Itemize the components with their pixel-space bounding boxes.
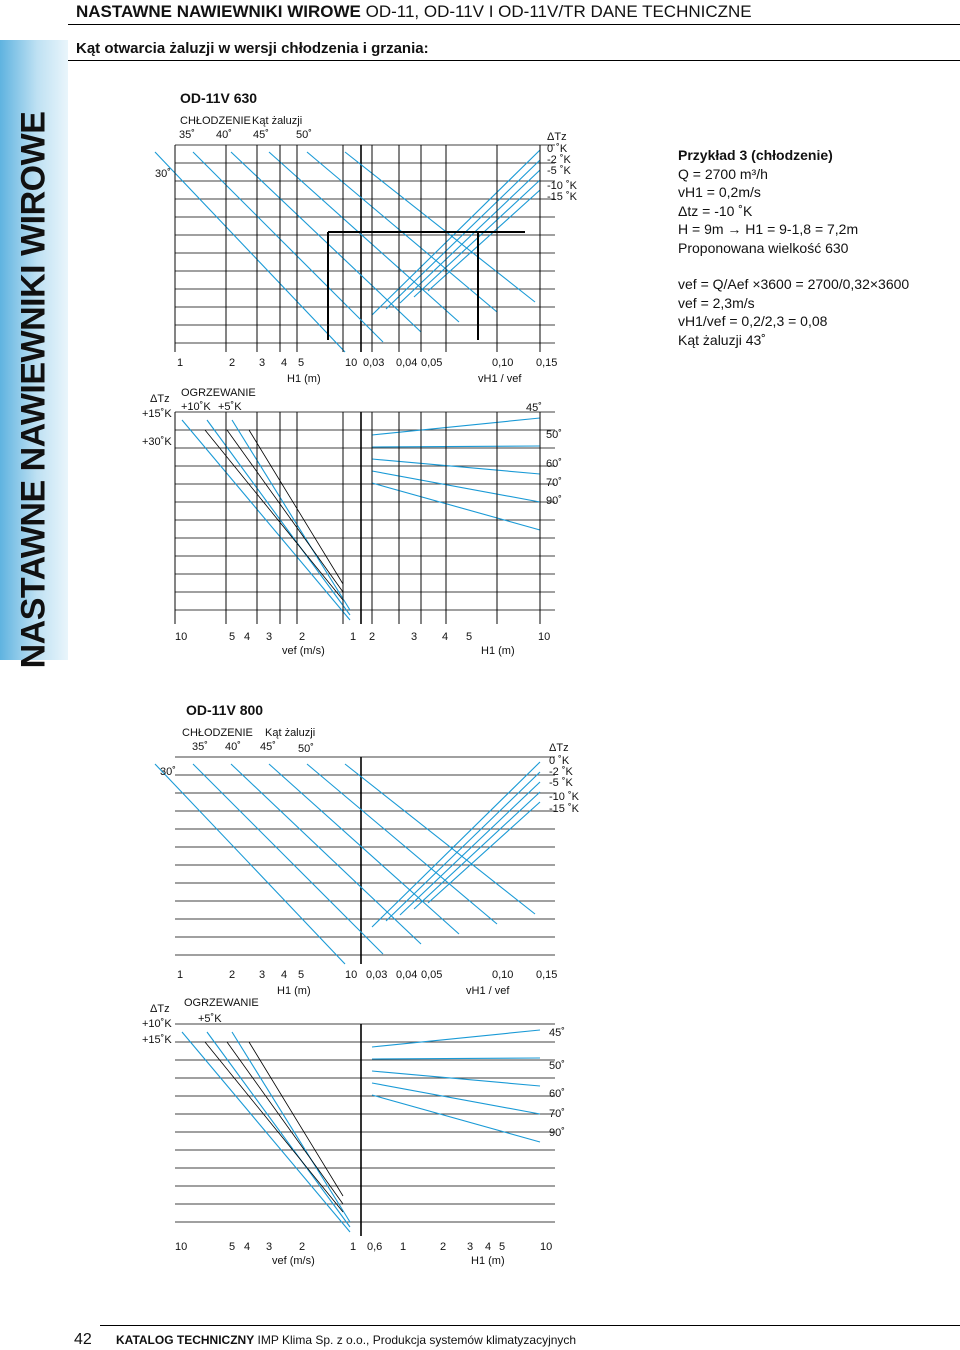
chart1-angle-50: 50˚ bbox=[296, 129, 312, 141]
chart2-angle-r70: 70˚ bbox=[549, 1108, 565, 1120]
example-line: vef = 2,3m/s bbox=[678, 294, 755, 311]
chart2-cooling-label: CHŁODZENIE bbox=[182, 727, 253, 739]
example-line: Q = 2700 m³/h bbox=[678, 165, 768, 182]
chart1-dt-heat-30: +30˚K bbox=[142, 436, 172, 448]
chart2-h1b-4: 4 bbox=[485, 1241, 492, 1253]
chart2-heat-support bbox=[205, 1042, 343, 1212]
chart1-angle-right-curve bbox=[372, 446, 540, 447]
chart1-ratio-010: 0,10 bbox=[492, 357, 514, 369]
header-bold: NASTAWNE NAWIEWNIKI WIROWE bbox=[76, 2, 361, 21]
chart1-angle-r45: 45˚ bbox=[526, 402, 542, 414]
chart2-vef-5: 5 bbox=[229, 1241, 236, 1253]
chart2-heat-5: +5˚K bbox=[198, 1013, 222, 1025]
chart1-angle-r90: 90˚ bbox=[546, 495, 562, 507]
chart2-ratio-axis: vH1 / vef bbox=[466, 985, 510, 997]
chart2-angle-right-curve bbox=[372, 1071, 540, 1086]
chart2-angle-r45: 45˚ bbox=[549, 1027, 565, 1039]
chart2-angle-curve bbox=[155, 764, 345, 964]
chart1-h1-tick-5: 5 bbox=[298, 357, 305, 369]
chart2-dt-heat-15: +15˚K bbox=[142, 1034, 172, 1046]
chart1-h1b-5: 5 bbox=[466, 631, 473, 643]
chart2-angle-35: 35˚ bbox=[192, 741, 208, 753]
chart2-h1b-axis: H1 (m) bbox=[471, 1255, 505, 1267]
chart2-angle-right-curve bbox=[372, 1095, 540, 1142]
chart1-dt-0: 0 ˚K bbox=[547, 143, 568, 155]
chart2-h1-axis: H1 (m) bbox=[277, 985, 311, 997]
chart2-heating-label: OGRZEWANIE bbox=[184, 997, 259, 1009]
example-line: vH1/vef = 0,2/2,3 = 0,08 bbox=[678, 313, 828, 329]
chart1-heating-label: OGRZEWANIE bbox=[181, 387, 256, 399]
chart2-dt-m5: -5 ˚K bbox=[549, 777, 573, 789]
chart2-h1b-5: 5 bbox=[499, 1241, 506, 1253]
chart1-h1b-10: 10 bbox=[538, 631, 551, 643]
chart2-dt-m15: -15 ˚K bbox=[549, 803, 579, 815]
chart1-ratio-003: 0,03 bbox=[363, 357, 385, 369]
chart1-dt-heat-label: ΔTz bbox=[150, 393, 170, 405]
chart1-heat-10: +10˚K bbox=[181, 401, 211, 413]
chart1-angle-right-curve bbox=[372, 459, 540, 474]
chart1-vef-1: 1 bbox=[350, 631, 357, 643]
chart1-angle-r60: 60˚ bbox=[546, 458, 562, 470]
chart1-title: OD-11V 630 bbox=[180, 90, 258, 106]
chart2-h1-tick-4: 4 bbox=[281, 969, 288, 981]
chart2-vef-4: 4 bbox=[244, 1241, 251, 1253]
chart1-vef-3: 3 bbox=[266, 631, 273, 643]
chart1-dt-curve bbox=[386, 160, 540, 309]
chart1-h1-axis: H1 (m) bbox=[287, 373, 321, 385]
chart2-ratio-003: 0,03 bbox=[366, 969, 388, 981]
chart1-h1-tick-4: 4 bbox=[281, 357, 288, 369]
footer-divider bbox=[100, 1325, 960, 1326]
chart1-dt-m15: -15 ˚K bbox=[547, 191, 577, 203]
chart2-dt-curve bbox=[386, 772, 540, 921]
chart1-ratio-004: 0,04 bbox=[396, 357, 418, 369]
chart2-dt-heat-10: +10˚K bbox=[142, 1018, 172, 1030]
chart2-vef-2: 2 bbox=[299, 1241, 306, 1253]
chart1-angle-label: Kąt żaluzji bbox=[252, 115, 303, 127]
chart1-angle-right-curve bbox=[372, 418, 540, 435]
section-subtitle: Kąt otwarcia żaluzji w wersji chłodzenia i grzania: bbox=[76, 40, 429, 57]
chart1-angle-curve bbox=[231, 152, 421, 332]
chart1-vef-10: 10 bbox=[175, 631, 188, 643]
chart1-ratio-005: 0,05 bbox=[421, 357, 443, 369]
chart2-dt-m10: -10 ˚K bbox=[549, 791, 579, 803]
chart2-angle-right-curve bbox=[372, 1058, 540, 1059]
footer-rest: IMP Klima Sp. z o.o., Produkcja systemów klimatyzacyjnych bbox=[254, 1333, 577, 1347]
chart1-angle-curve bbox=[155, 152, 345, 352]
chart2-angle-r90: 90˚ bbox=[549, 1127, 565, 1139]
chart1-heat-curve bbox=[207, 420, 350, 615]
chart1-dt-m5: -5 ˚K bbox=[547, 165, 571, 177]
chart2-dt-curve bbox=[372, 762, 540, 927]
chart2-h1b-06: 0,6 bbox=[367, 1241, 383, 1253]
header-rest: OD-11, OD-11V I OD-11V/TR DANE TECHNICZNE bbox=[360, 2, 752, 21]
chart1-dt-m10: -10 ˚K bbox=[547, 180, 577, 192]
chart2-dt-curve bbox=[400, 782, 540, 915]
chart1-h1b-axis: H1 (m) bbox=[481, 645, 515, 657]
chart2-h1b-3: 3 bbox=[467, 1241, 474, 1253]
chart1-h1b-2: 2 bbox=[369, 631, 376, 643]
chart2-dt-curve bbox=[414, 792, 540, 909]
chart2-h1b-1: 1 bbox=[400, 1241, 407, 1253]
chart1-heat-5: +5˚K bbox=[218, 401, 242, 413]
chart2-angle-50: 50˚ bbox=[298, 743, 314, 755]
chart1-angle-r50: 50˚ bbox=[546, 429, 562, 441]
chart2-title: OD-11V 800 bbox=[186, 702, 264, 718]
chart2-h1-tick-2: 2 bbox=[229, 969, 236, 981]
chart2-dt-label: ΔTz bbox=[549, 742, 569, 754]
chart2-ratio-015: 0,15 bbox=[536, 969, 558, 981]
chart1-h1-tick-2: 2 bbox=[229, 357, 236, 369]
footer-bold: KATALOG TECHNICZNY bbox=[116, 1333, 255, 1347]
chart1-dt-heat-15: +15˚K bbox=[142, 408, 172, 420]
chart2-ratio-005: 0,05 bbox=[421, 969, 443, 981]
example-line: Kąt żaluzji 43˚ bbox=[678, 331, 766, 348]
chart1-left-angle: 30˚ bbox=[155, 168, 171, 180]
chart2-dt-heat-label: ΔTz bbox=[150, 1003, 170, 1015]
chart1-angle-45: 45˚ bbox=[253, 129, 269, 141]
chart2-angle-right-curve bbox=[372, 1083, 540, 1114]
chart2-angle-r50: 50˚ bbox=[549, 1060, 565, 1072]
chart2-h1b-10: 10 bbox=[540, 1241, 553, 1253]
chart1-h1b-4: 4 bbox=[442, 631, 449, 643]
chart1-angle-curve bbox=[269, 152, 459, 322]
example-line: H = 9m → H1 = 9-1,8 = 7,2m bbox=[678, 221, 859, 237]
chart1-angle-right-curve bbox=[372, 483, 540, 530]
chart2-h1b-2: 2 bbox=[440, 1241, 447, 1253]
example-block bbox=[678, 146, 909, 349]
chart1-angle-right-curve bbox=[372, 471, 540, 502]
chart2-angle-curve bbox=[269, 764, 459, 934]
chart1-h1-tick-1: 1 bbox=[177, 357, 184, 369]
example-line: vef = Q/Aef ×3600 = 2700/0,32×3600 bbox=[678, 276, 910, 292]
chart2-vef-axis: vef (m/s) bbox=[272, 1255, 315, 1267]
chart2-h1-tick-5: 5 bbox=[298, 969, 305, 981]
chart2-vef-1: 1 bbox=[350, 1241, 357, 1253]
example-line: vH1 = 0,2m/s bbox=[678, 184, 761, 200]
chart1-cooling-label: CHŁODZENIE bbox=[180, 115, 251, 127]
chart1-h1-tick-10: 10 bbox=[345, 357, 358, 369]
chart2-angle-r60: 60˚ bbox=[549, 1088, 565, 1100]
chart1-heat-support bbox=[249, 430, 343, 584]
footer-text bbox=[116, 1333, 576, 1347]
chart2-heat-curve bbox=[207, 1032, 350, 1227]
chart2-angle-curve bbox=[193, 764, 383, 954]
chart1-h1b-3: 3 bbox=[411, 631, 418, 643]
chart2-dt-0: 0 ˚K bbox=[549, 755, 570, 767]
example-line: Proponowana wielkość 630 bbox=[678, 239, 849, 256]
chart1-vef-axis: vef (m/s) bbox=[282, 645, 325, 657]
chart1-angle-r70: 70˚ bbox=[546, 477, 562, 489]
chart2-ratio-010: 0,10 bbox=[492, 969, 514, 981]
chart2-h1-tick-10: 10 bbox=[345, 969, 358, 981]
chart1-heat-curve bbox=[232, 420, 350, 610]
chart1-vef-4: 4 bbox=[244, 631, 251, 643]
chart2-heat-curve bbox=[232, 1032, 350, 1222]
chart2-h1-tick-1: 1 bbox=[177, 969, 184, 981]
example-title: Przykład 3 (chłodzenie) bbox=[678, 147, 833, 163]
chart1-dt-label: ΔTz bbox=[547, 131, 567, 143]
chart1-angle-40: 40˚ bbox=[216, 129, 232, 141]
chart1-ratio-axis: vH1 / vef bbox=[478, 373, 522, 385]
sidebar-title: NASTAWNE NAWIEWNIKI WIROWE bbox=[14, 111, 53, 669]
chart2-heat-support bbox=[249, 1042, 343, 1196]
chart2-vef-10: 10 bbox=[175, 1241, 188, 1253]
chart1-h1-tick-3: 3 bbox=[259, 357, 266, 369]
chart2-angle-curve bbox=[307, 764, 497, 924]
page-number: 42 bbox=[74, 1331, 92, 1348]
chart2-dt-m2: -2 ˚K bbox=[549, 766, 573, 778]
chart2-angle-40: 40˚ bbox=[225, 741, 241, 753]
chart2-heat-support bbox=[227, 1042, 343, 1204]
chart1-vef-2: 2 bbox=[299, 631, 306, 643]
chart2-ratio-004: 0,04 bbox=[396, 969, 418, 981]
chart2-vef-3: 3 bbox=[266, 1241, 273, 1253]
chart1-angle-35: 35˚ bbox=[179, 129, 195, 141]
chart1-angle-curve bbox=[193, 152, 383, 342]
chart1-vef-5: 5 bbox=[229, 631, 236, 643]
chart2-left-angle: 30˚ bbox=[160, 766, 176, 778]
chart2-angle-45: 45˚ bbox=[260, 741, 276, 753]
chart1-dt-m2: -2 ˚K bbox=[547, 154, 571, 166]
chart1-heat-support bbox=[227, 430, 343, 592]
chart2-h1-tick-3: 3 bbox=[259, 969, 266, 981]
chart2-angle-label: Kąt żaluzji bbox=[265, 727, 316, 739]
chart1-ratio-015: 0,15 bbox=[536, 357, 558, 369]
example-line: Δtz = -10 ˚K bbox=[678, 202, 753, 219]
chart2-angle-right-curve bbox=[372, 1030, 540, 1047]
chart2-angle-curve bbox=[231, 764, 421, 944]
